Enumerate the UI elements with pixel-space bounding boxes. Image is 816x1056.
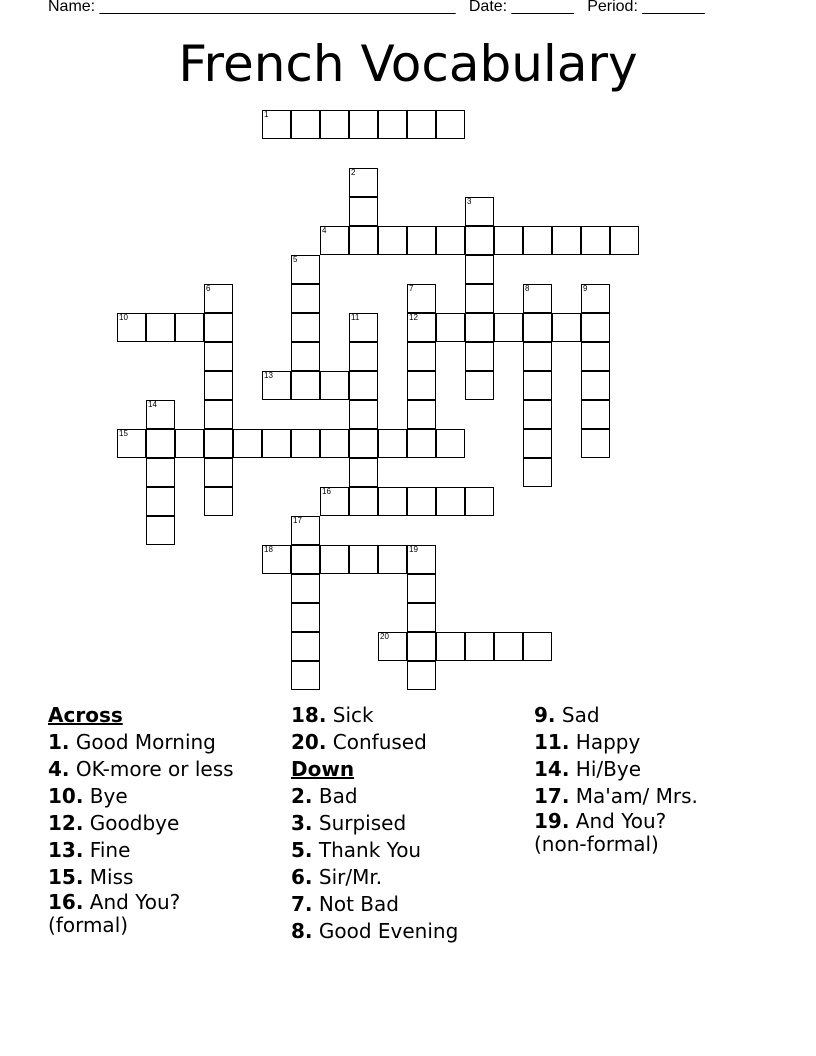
grid-cell[interactable] — [291, 255, 320, 284]
grid-cell[interactable] — [465, 197, 494, 226]
grid-cell[interactable] — [523, 400, 552, 429]
student-info-header — [48, 0, 788, 16]
grid-cell[interactable] — [407, 226, 436, 255]
grid-cell[interactable] — [146, 516, 175, 545]
grid-cell[interactable] — [523, 226, 552, 255]
grid-cell[interactable] — [291, 313, 320, 342]
clue-across-12: 12. Goodbye — [48, 811, 180, 835]
grid-cell[interactable] — [407, 342, 436, 371]
grid-cell[interactable] — [581, 342, 610, 371]
grid-cell[interactable] — [349, 487, 378, 516]
clue-number: 13 — [264, 371, 273, 380]
clue-number: 5 — [293, 255, 298, 264]
grid-cell[interactable] — [146, 487, 175, 516]
grid-cell[interactable] — [610, 226, 639, 255]
clues-column-1 — [48, 702, 278, 941]
grid-cell[interactable] — [146, 313, 175, 342]
clue-number: 2 — [351, 168, 356, 177]
clue-across-1: 1. Good Morning — [48, 730, 216, 754]
grid-cell[interactable] — [291, 371, 320, 400]
grid-cell[interactable] — [349, 226, 378, 255]
grid-cell[interactable] — [378, 487, 407, 516]
grid-cell[interactable] — [581, 226, 610, 255]
grid-cell[interactable] — [523, 313, 552, 342]
grid-cell[interactable] — [523, 458, 552, 487]
clue-number: 19 — [409, 545, 418, 554]
clue-down-8: 8. Good Evening — [291, 919, 459, 943]
grid-cell[interactable] — [349, 313, 378, 342]
grid-cell[interactable] — [349, 458, 378, 487]
grid-cell[interactable] — [175, 429, 204, 458]
grid-cell[interactable] — [320, 487, 349, 516]
grid-cell[interactable] — [378, 226, 407, 255]
clue-down-19: 19. And You? (non-formal) — [534, 809, 667, 856]
grid-cell[interactable] — [407, 632, 436, 661]
clue-down-2: 2. Bad — [291, 784, 358, 808]
grid-cell[interactable] — [465, 284, 494, 313]
grid-cell[interactable] — [581, 313, 610, 342]
grid-cell[interactable] — [465, 342, 494, 371]
period-label: Period: — [587, 0, 638, 15]
grid-cell[interactable] — [262, 545, 291, 574]
grid-cell[interactable] — [407, 371, 436, 400]
grid-cell[interactable] — [204, 342, 233, 371]
grid-cell[interactable] — [291, 516, 320, 545]
clue-down-11: 11. Happy — [534, 730, 641, 754]
grid-cell[interactable] — [146, 458, 175, 487]
grid-cell[interactable] — [378, 110, 407, 139]
clue-across-18: 18. Sick — [291, 703, 374, 727]
grid-cell[interactable] — [320, 110, 349, 139]
clue-number: 15 — [119, 429, 128, 438]
clue-across-10: 10. Bye — [48, 784, 128, 808]
clue-across-4: 4. OK-more or less — [48, 757, 234, 781]
grid-cell[interactable] — [175, 313, 204, 342]
grid-cell[interactable] — [378, 545, 407, 574]
grid-cell[interactable] — [204, 458, 233, 487]
clue-down-3: 3. Surpised — [291, 811, 407, 835]
clue-number: 9 — [583, 284, 588, 293]
grid-cell[interactable] — [407, 313, 436, 342]
grid-cell[interactable] — [407, 429, 436, 458]
clue-down-7: 7. Not Bad — [291, 892, 399, 916]
clue-across-13: 13. Fine — [48, 838, 131, 862]
grid-cell[interactable] — [146, 429, 175, 458]
clue-number: 18 — [264, 545, 273, 554]
grid-cell[interactable] — [465, 313, 494, 342]
clue-across-20: 20. Confused — [291, 730, 427, 754]
period-blank: _______ — [642, 0, 705, 15]
grid-cell[interactable] — [117, 429, 146, 458]
clue-number: 1 — [264, 110, 269, 119]
grid-cell[interactable] — [320, 371, 349, 400]
clue-number: 16 — [322, 487, 331, 496]
clue-number: 3 — [467, 197, 472, 206]
grid-cell[interactable] — [552, 226, 581, 255]
grid-cell[interactable] — [349, 110, 378, 139]
clue-across-16: 16. And You? (formal) — [48, 890, 181, 937]
grid-cell[interactable] — [291, 661, 320, 690]
grid-cell[interactable] — [407, 661, 436, 690]
grid-cell[interactable] — [436, 313, 465, 342]
grid-cell[interactable] — [320, 226, 349, 255]
grid-cell[interactable] — [465, 632, 494, 661]
clue-across-15: 15. Miss — [48, 865, 134, 889]
grid-cell[interactable] — [581, 284, 610, 313]
grid-cell[interactable] — [262, 110, 291, 139]
grid-cell[interactable] — [291, 632, 320, 661]
name-label: Name: — [48, 0, 96, 15]
name-blank: ________________________________________ — [99, 0, 456, 15]
grid-cell[interactable] — [494, 226, 523, 255]
grid-cell[interactable] — [407, 574, 436, 603]
grid-cell[interactable] — [117, 313, 146, 342]
date-label: Date: — [468, 0, 508, 15]
grid-cell[interactable] — [204, 487, 233, 516]
grid-cell[interactable] — [204, 429, 233, 458]
grid-cell[interactable] — [349, 545, 378, 574]
clue-down-5: 5. Thank You — [291, 838, 422, 862]
clue-number: 8 — [525, 284, 530, 293]
grid-cell[interactable] — [407, 487, 436, 516]
grid-cell[interactable] — [552, 313, 581, 342]
grid-cell[interactable] — [262, 429, 291, 458]
grid-cell[interactable] — [291, 603, 320, 632]
grid-cell[interactable] — [407, 545, 436, 574]
clue-number: 17 — [293, 516, 302, 525]
grid-cell[interactable] — [407, 603, 436, 632]
grid-cell[interactable] — [262, 371, 291, 400]
grid-cell[interactable] — [436, 429, 465, 458]
clue-number: 11 — [351, 313, 360, 322]
page-title: French Vocabulary — [178, 35, 638, 93]
grid-cell[interactable] — [291, 545, 320, 574]
grid-cell[interactable] — [494, 313, 523, 342]
grid-cell[interactable] — [204, 313, 233, 342]
clue-number: 14 — [148, 400, 157, 409]
grid-cell[interactable] — [320, 545, 349, 574]
grid-cell[interactable] — [320, 429, 349, 458]
grid-cell[interactable] — [523, 429, 552, 458]
clue-number: 6 — [206, 284, 211, 293]
grid-cell[interactable] — [349, 168, 378, 197]
grid-cell[interactable] — [581, 371, 610, 400]
grid-cell[interactable] — [291, 429, 320, 458]
grid-cell[interactable] — [291, 110, 320, 139]
grid-cell[interactable] — [465, 487, 494, 516]
grid-cell[interactable] — [204, 400, 233, 429]
across-heading: Across — [48, 703, 123, 727]
grid-cell[interactable] — [494, 632, 523, 661]
grid-cell[interactable] — [436, 632, 465, 661]
grid-cell[interactable] — [581, 400, 610, 429]
clues-column-2 — [291, 702, 521, 945]
grid-cell[interactable] — [465, 371, 494, 400]
grid-cell[interactable] — [465, 226, 494, 255]
grid-cell[interactable] — [407, 284, 436, 313]
grid-cell[interactable] — [407, 400, 436, 429]
grid-cell[interactable] — [436, 487, 465, 516]
grid-cell[interactable] — [204, 371, 233, 400]
grid-cell[interactable] — [523, 632, 552, 661]
grid-cell[interactable] — [436, 226, 465, 255]
grid-cell[interactable] — [523, 342, 552, 371]
date-blank: _______ — [511, 0, 574, 15]
grid-cell[interactable] — [407, 110, 436, 139]
clues-column-3 — [534, 702, 764, 860]
grid-cell[interactable] — [581, 429, 610, 458]
grid-cell[interactable] — [378, 632, 407, 661]
down-heading: Down — [291, 757, 355, 781]
clue-number: 12 — [409, 313, 418, 322]
grid-cell[interactable] — [291, 284, 320, 313]
grid-cell[interactable] — [523, 284, 552, 313]
grid-cell[interactable] — [349, 429, 378, 458]
clue-down-9: 9. Sad — [534, 703, 600, 727]
clue-number: 7 — [409, 284, 414, 293]
grid-cell[interactable] — [291, 342, 320, 371]
clue-down-17: 17. Ma'am/ Mrs. — [534, 784, 698, 808]
clue-down-14: 14. Hi/Bye — [534, 757, 641, 781]
clue-number: 20 — [380, 632, 389, 641]
grid-cell[interactable] — [523, 371, 552, 400]
grid-cell[interactable] — [465, 255, 494, 284]
grid-cell[interactable] — [204, 284, 233, 313]
grid-cell[interactable] — [349, 400, 378, 429]
grid-cell[interactable] — [349, 197, 378, 226]
grid-cell[interactable] — [291, 574, 320, 603]
grid-cell[interactable] — [378, 429, 407, 458]
clue-number: 4 — [322, 226, 327, 235]
grid-cell[interactable] — [146, 400, 175, 429]
grid-cell[interactable] — [233, 429, 262, 458]
clue-down-6: 6. Sir/Mr. — [291, 865, 383, 889]
clue-number: 10 — [119, 313, 128, 322]
grid-cell[interactable] — [349, 371, 378, 400]
grid-cell[interactable] — [436, 110, 465, 139]
grid-cell[interactable] — [349, 342, 378, 371]
